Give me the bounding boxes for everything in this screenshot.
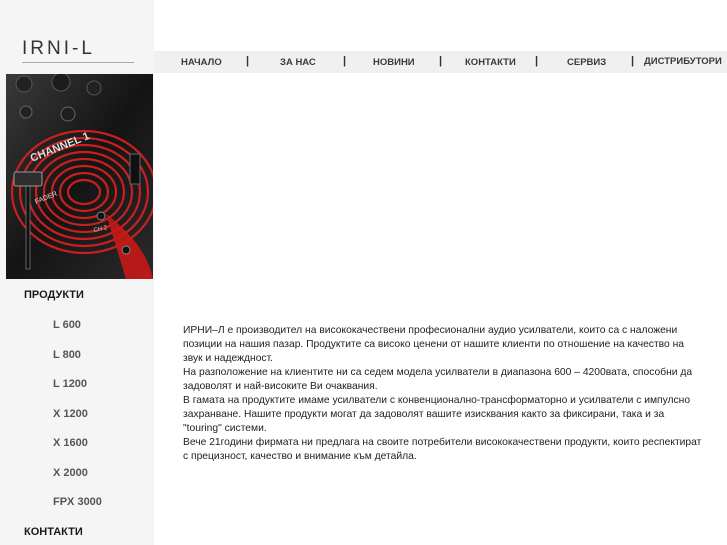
hero-ch2-label: CH 2 — [93, 225, 108, 234]
hero-image — [6, 74, 153, 279]
sidebar-item-l800[interactable]: L 800 — [53, 349, 81, 361]
hero-channel-label: CHANNEL 1 — [28, 130, 92, 165]
nav-separator: | — [246, 55, 250, 67]
sidebar-heading-contacts[interactable]: КОНТАКТИ — [24, 526, 83, 538]
hero-fader-label: FADER — [34, 190, 59, 206]
nav-home[interactable]: НАЧАЛО — [181, 57, 222, 68]
sidebar-heading-products[interactable]: ПРОДУКТИ — [24, 289, 84, 301]
sidebar-item-l600[interactable]: L 600 — [53, 319, 81, 331]
content-paragraph: Вече 21години фирмата ни предлага на своите потребители висококачествени продукти, които респектират с прецизност, качество и внимание към детайла. — [183, 437, 702, 462]
nav-separator: | — [439, 55, 443, 67]
sidebar-item-x1200[interactable]: X 1200 — [53, 408, 88, 420]
sidebar-item-x1600[interactable]: X 1600 — [53, 437, 88, 449]
nav-service[interactable]: СЕРВИЗ — [567, 57, 607, 68]
nav-about[interactable]: ЗА НАС — [280, 57, 316, 68]
nav-separator: | — [631, 55, 635, 67]
sidebar-item-l1200[interactable]: L 1200 — [53, 378, 88, 390]
nav-contacts[interactable]: КОНТАКТИ — [465, 57, 516, 68]
nav-distributors[interactable]: ДИСТРИБУТОРИ — [644, 56, 722, 67]
nav-separator: | — [535, 55, 539, 67]
content-paragraph: ИРНИ–Л е производител на висококачествени професионални аудио усилватели, които са с наложени позиции на нашия пазар. Продуктите са високо ценени от нашите клиенти по отношение на качество на звук и надеждност. — [183, 325, 685, 364]
top-nav — [154, 51, 727, 73]
content-paragraph: В гамата на продуктите имаме усилватели с конвенционално-трансформаторно и усилватели с импулсно захранване. Нашите продукти могат да задоволят вашите изисквания както за фиксирани, така и за "touring" системи. — [183, 395, 691, 434]
sidebar-item-fpx3000[interactable]: FPX 3000 — [53, 496, 102, 508]
nav-news[interactable]: НОВИНИ — [373, 57, 415, 68]
logo-text: IRNI-L — [22, 38, 95, 59]
brand-logo[interactable] — [22, 38, 134, 63]
content-paragraph: На разположение на клиентите ни са седем модела усилватели в диапазона 600 – 4200ватa, способни да задоволят и най-високите Ви очаквания. — [183, 367, 693, 392]
sidebar-item-x2000[interactable]: X 2000 — [53, 467, 88, 479]
logo-underline — [22, 62, 134, 63]
nav-separator: | — [343, 55, 347, 67]
mixer-fingerprint-image — [6, 74, 153, 279]
sidebar — [0, 0, 154, 545]
main-content — [183, 324, 703, 464]
